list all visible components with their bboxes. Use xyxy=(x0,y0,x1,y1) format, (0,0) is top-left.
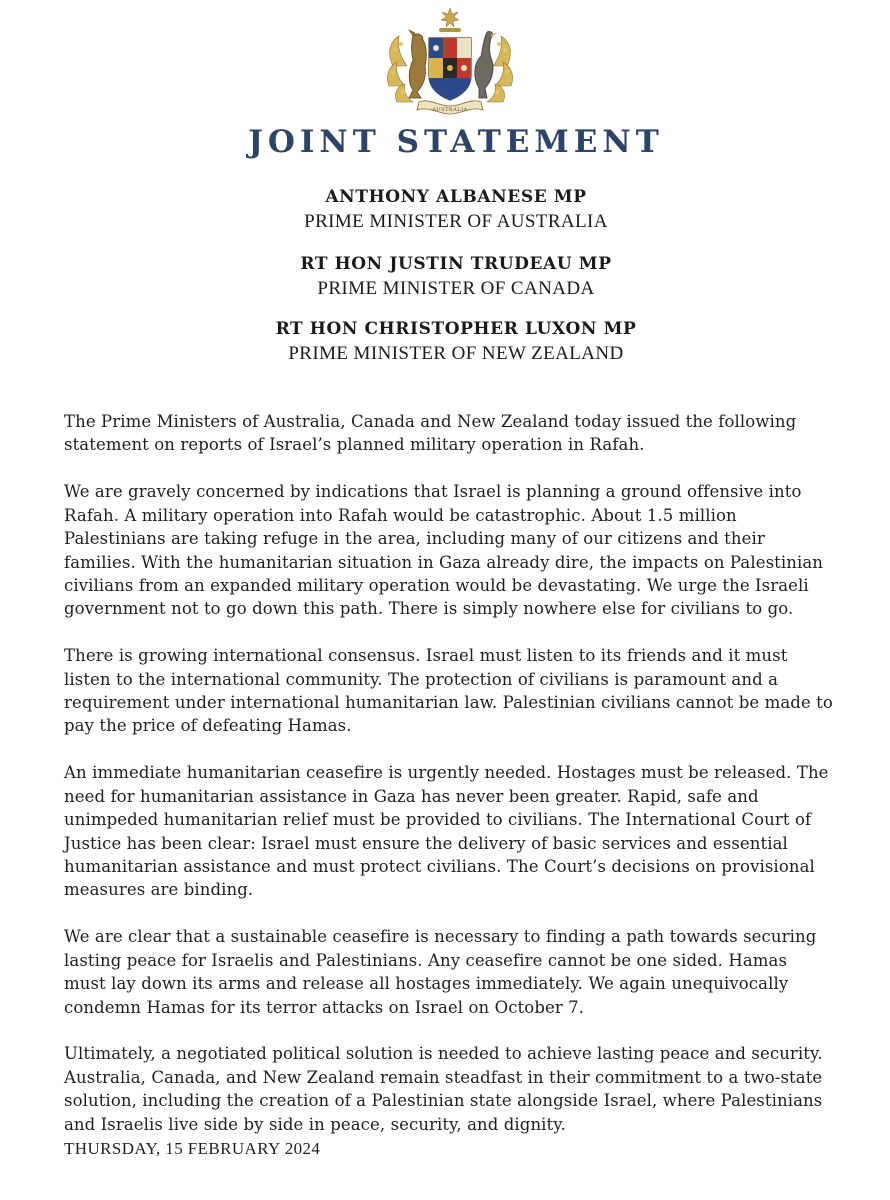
svg-text:AUSTRALIA: AUSTRALIA xyxy=(432,107,468,113)
signatory-name: RT HON JUSTIN TRUDEAU MP xyxy=(300,254,612,274)
signatory-role: PRIME MINISTER OF AUSTRALIA xyxy=(304,211,608,232)
signatory-role: PRIME MINISTER OF CANADA xyxy=(317,278,595,299)
body-paragraph: We are gravely concerned by indications that Israel is planning a ground offensive into Rafah. A military operation into Rafah would be catastrophic. About 1.5 million Palestinians are taking refuge in the area, including many of our citizens and their families. With the humanitarian situation in Gaza already dire, the impacts on Palestinian civilians from an expanded military operation would be devastating. We urge the Israeli government not to go down this path. There is simply nowhere else for civilians to go. xyxy=(64,482,824,619)
signatory-role: PRIME MINISTER OF NEW ZEALAND xyxy=(288,343,624,364)
body-paragraph: There is growing international consensus. Israel must listen to its friends and it must listen to the international community. The protection of civilians is paramount and a requirement under international humanitarian law. Palestinian civilians cannot be made to pay the price of defeating Hamas. xyxy=(64,646,833,736)
body-paragraph: Ultimately, a negotiated political solution is needed to achieve lasting peace and security. Australia, Canada, and New Zealand remain steadfast in their commitment to a two-state solution, including the creation of a Palestinian state alongside Israel, where Palestinians and Israelis live side by side in peace, security, and dignity. xyxy=(64,1044,823,1134)
signatory-name: ANTHONY ALBANESE MP xyxy=(325,187,587,207)
statement-body xyxy=(64,410,834,1160)
body-paragraph: The Prime Ministers of Australia, Canada and New Zealand today issued the following statement on reports of Israel’s planned military operation in Rafah. xyxy=(64,412,797,455)
signatory-block xyxy=(0,252,890,302)
signatory-block xyxy=(0,317,890,367)
signatory-name: RT HON CHRISTOPHER LUXON MP xyxy=(275,319,637,339)
page-title: JOINT STATEMENT xyxy=(248,124,664,160)
body-paragraph: We are clear that a sustainable ceasefire is necessary to finding a path towards securing lasting peace for Israelis and Palestinians. Any ceasefire cannot be one sided. Hamas must lay down its arms and release all hostages immediately. We again unequivocally condemn Hamas for its terror attacks on Israel on October 7. xyxy=(64,927,817,1017)
statement-date: THURSDAY, 15 FEBRUARY 2024 xyxy=(64,1139,321,1158)
signatory-block xyxy=(0,185,890,235)
coat-of-arms-icon xyxy=(383,6,517,118)
body-paragraph: An immediate humanitarian ceasefire is urgently needed. Hostages must be released. The need for humanitarian assistance in Gaza has never been greater. Rapid, safe and unimpeded humanitarian relief must be provided to civilians. The International Court of Justice has been clear: Israel must ensure the delivery of basic services and essential humanitarian assistance and must protect civilians. The Court’s decisions on provisional measures are binding. xyxy=(64,763,829,900)
